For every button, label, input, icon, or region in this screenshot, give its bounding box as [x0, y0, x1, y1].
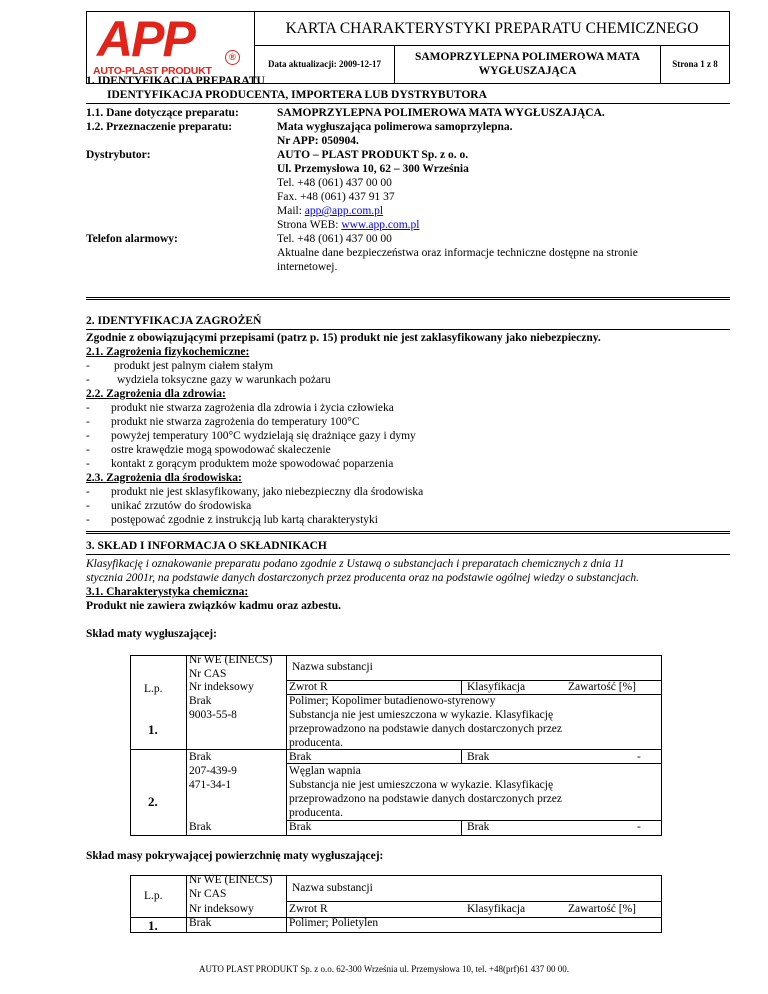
divider	[86, 103, 730, 104]
row2-r: Brak	[289, 821, 312, 833]
document-title: KARTA CHARAKTERYSTYKI PREPARATU CHEMICZNEGO	[255, 12, 729, 46]
no-cadmium-statement: Produkt nie zawiera związków kadmu oraz azbestu.	[86, 600, 342, 612]
col-header-r: Zwrot R	[289, 681, 328, 693]
logo-text: APP	[97, 11, 194, 67]
row1-name: Polimer; Kopolimer butadienowo-styrenowy	[289, 695, 496, 707]
col-header-name: Nazwa substancji	[292, 882, 373, 894]
product-name	[395, 46, 661, 83]
list-item: postępować zgodnie z instrukcją lub kartą charakterystyki	[111, 514, 378, 526]
col-header-class: Klasyfikacja	[467, 903, 526, 915]
row1-index: Brak	[189, 751, 212, 763]
product-name-line2: WYGŁUSZAJĄCA	[478, 65, 577, 77]
dash: -	[86, 416, 90, 428]
distributor-name: AUTO – PLAST PRODUKT Sp. z o. o.	[277, 149, 469, 161]
row1-lp: 1.	[148, 722, 158, 737]
table2-title: Skład masy pokrywającej powierzchnię maty wygłuszającej:	[86, 850, 384, 862]
row1-r: Brak	[289, 751, 312, 763]
label-preparation-data: 1.1. Dane dotyczące preparatu:	[86, 107, 239, 119]
divider	[86, 554, 730, 555]
distributor-phone: Tel. +48 (061) 437 00 00	[277, 177, 392, 189]
list-item: unikać zrzutów do środowiska	[111, 500, 252, 512]
row1-cas: 9003-55-8	[189, 709, 237, 721]
row2-note-line2: przeprowadzono na podstawie danych dostarczonych przez	[289, 793, 563, 805]
list-item: wydziela toksyczne gazy w warunkach pożaru	[117, 374, 331, 386]
physchem-hazards-heading: 2.1. Zagrożenia fizykochemiczne:	[86, 346, 250, 358]
distributor-fax: Fax. +48 (061) 437 91 37	[277, 191, 395, 203]
t2-row1-we: Brak	[189, 917, 212, 929]
list-item: ostre krawędzie mogą spowodować skaleczenie	[111, 444, 331, 456]
label-purpose: 1.2. Przeznaczenie preparatu:	[86, 121, 233, 133]
update-date: Data aktualizacji: 2009-12-17	[255, 46, 395, 83]
value-preparation-data: SAMOPRZYLEPNA POLIMEROWA MATA WYGŁUSZAJĄCA.	[277, 107, 605, 119]
company-logo	[87, 12, 255, 83]
row1-note-line1: Substancja nie jest umieszczona w wykazie. Klasyfikację	[289, 709, 554, 721]
col-header-index: Nr indeksowy	[189, 681, 254, 693]
col-header-cas: Nr CAS	[189, 888, 227, 900]
list-item: produkt jest palnym ciałem stałym	[114, 360, 274, 372]
list-item: kontakt z gorącym produktem może spowodować poparzenia	[111, 458, 394, 470]
mail-link[interactable]: app@app.com.pl	[304, 205, 384, 217]
section1-heading: 1. IDENTYFIKACJA PREPARATU	[86, 75, 265, 87]
col-header-lp: L.p.	[144, 683, 163, 695]
composition-table-coating	[130, 875, 662, 933]
section-divider	[86, 297, 730, 300]
dash: -	[86, 514, 90, 526]
label-distributor: Dystrybutor:	[86, 149, 151, 161]
row2-name: Węglan wapnia	[289, 765, 361, 777]
product-name-line1: SAMOPRZYLEPNA POLIMEROWA MATA	[414, 51, 641, 63]
row2-index: Brak	[189, 821, 212, 833]
col-header-cas: Nr CAS	[189, 668, 227, 680]
t2-row1-name: Polimer; Polietylen	[289, 917, 379, 929]
list-item: produkt nie stwarza zagrożenia do temperatury 100°C	[111, 416, 360, 428]
row2-note-line3: producenta.	[289, 807, 343, 819]
page-footer: AUTO PLAST PRODUKT Sp. z o.o. 62-300 Września ul. Przemysłowa 10, tel. +48(prf)61 437 00 00.	[198, 964, 570, 974]
dash: -	[86, 458, 90, 470]
section3-heading: 3. SKŁAD I INFORMACJA O SKŁADNIKACH	[86, 540, 327, 552]
list-item: produkt nie stwarza zagrożenia dla zdrowia i życia człowieka	[111, 402, 394, 414]
col-header-class: Klasyfikacja	[467, 681, 526, 693]
dash: -	[86, 444, 90, 456]
value-nr-app: Nr APP: 050904.	[277, 135, 359, 147]
info-line1: Aktualne dane bezpieczeństwa oraz informacje techniczne dostępne na stronie	[277, 247, 638, 259]
col-header-content: Zawartość [%]	[568, 903, 637, 915]
section2-intro: Zgodnie z obowiązującymi przepisami (patrz p. 15) produkt nie jest zaklasyfikowany jako niebezpieczny.	[86, 332, 601, 344]
section-divider	[86, 531, 730, 534]
info-line2: internetowej.	[277, 261, 338, 273]
dash: -	[86, 500, 90, 512]
row2-we: 207-439-9	[189, 765, 237, 777]
row2-note-line1: Substancja nie jest umieszczona w wykazie. Klasyfikację	[289, 779, 554, 791]
mail-label: Mail:	[277, 205, 305, 217]
section2-heading: 2. IDENTYFIKACJA ZAGROŻEŃ	[86, 315, 262, 327]
row2-class: Brak	[467, 821, 490, 833]
col-header-index: Nr indeksowy	[189, 903, 254, 915]
distributor-address: Ul. Przemysłowa 10, 62 – 300 Września	[277, 163, 469, 175]
t2-row1-lp: 1.	[148, 918, 158, 933]
list-item: powyżej temperatury 100°C wydzielają się drażniące gazy i dymy	[111, 430, 416, 442]
logo-subtitle: AUTO-PLAST PRODUKT	[93, 65, 212, 77]
row2-cas: 471-34-1	[189, 779, 232, 791]
document-header	[86, 11, 730, 84]
table1-title: Skład maty wygłuszającej:	[86, 628, 217, 640]
dash: -	[86, 374, 90, 386]
dash: -	[86, 360, 90, 372]
emergency-phone: Tel. +48 (061) 437 00 00	[277, 233, 392, 245]
website-label: Strona WEB:	[277, 219, 342, 231]
value-purpose: Mata wygłuszająca polimerowa samoprzylepna.	[277, 121, 513, 133]
environment-hazards-heading: 2.3. Zagrożenia dla środowiska:	[86, 472, 242, 484]
section3-intro-line2: stycznia 2001r, na podstawie danych dostarczonych przez producenta oraz na podstawie ogólnej wiedzy o substancjach.	[86, 572, 640, 584]
col-header-we: Nr WE (EINECS)	[189, 874, 273, 886]
col-header-lp: L.p.	[144, 890, 163, 902]
col-header-content: Zawartość [%]	[568, 681, 637, 693]
section3-intro-line1: Klasyfikację i oznakowanie preparatu podano zgodnie z Ustawą o substancjach i preparatach chemicznych z dnia 11	[86, 558, 625, 570]
health-hazards-heading: 2.2. Zagrożenia dla zdrowia:	[86, 388, 226, 400]
section1-subheading: IDENTYFIKACJA PRODUCENTA, IMPORTERA LUB DYSTRYBUTORA	[107, 89, 487, 101]
distributor-website	[277, 219, 419, 231]
row1-note-line3: producenta.	[289, 737, 343, 749]
composition-table-mat	[130, 655, 662, 836]
row2-lp: 2.	[148, 794, 158, 809]
divider	[86, 329, 730, 330]
col-header-name: Nazwa substancji	[292, 661, 373, 673]
label-emergency-phone: Telefon alarmowy:	[86, 233, 178, 245]
dash: -	[86, 430, 90, 442]
row1-content: -	[637, 751, 641, 763]
registered-mark-icon: ®	[225, 50, 240, 65]
page-number: Strona 1 z 8	[672, 59, 718, 69]
list-item: produkt nie jest sklasyfikowany, jako niebezpieczny dla środowiska	[111, 486, 424, 498]
distributor-mail	[277, 205, 383, 217]
row1-class: Brak	[467, 751, 490, 763]
col-header-r: Zwrot R	[289, 903, 328, 915]
dash: -	[86, 486, 90, 498]
chemical-characteristics-heading: 3.1. Charakterystyka chemiczna:	[86, 586, 249, 598]
row1-we: Brak	[189, 695, 212, 707]
col-header-we: Nr WE (EINECS)	[189, 654, 273, 666]
row2-content: -	[637, 821, 641, 833]
dash: -	[86, 402, 90, 414]
website-link[interactable]: www.app.com.pl	[341, 219, 420, 231]
row1-note-line2: przeprowadzono na podstawie danych dostarczonych przez	[289, 723, 563, 735]
